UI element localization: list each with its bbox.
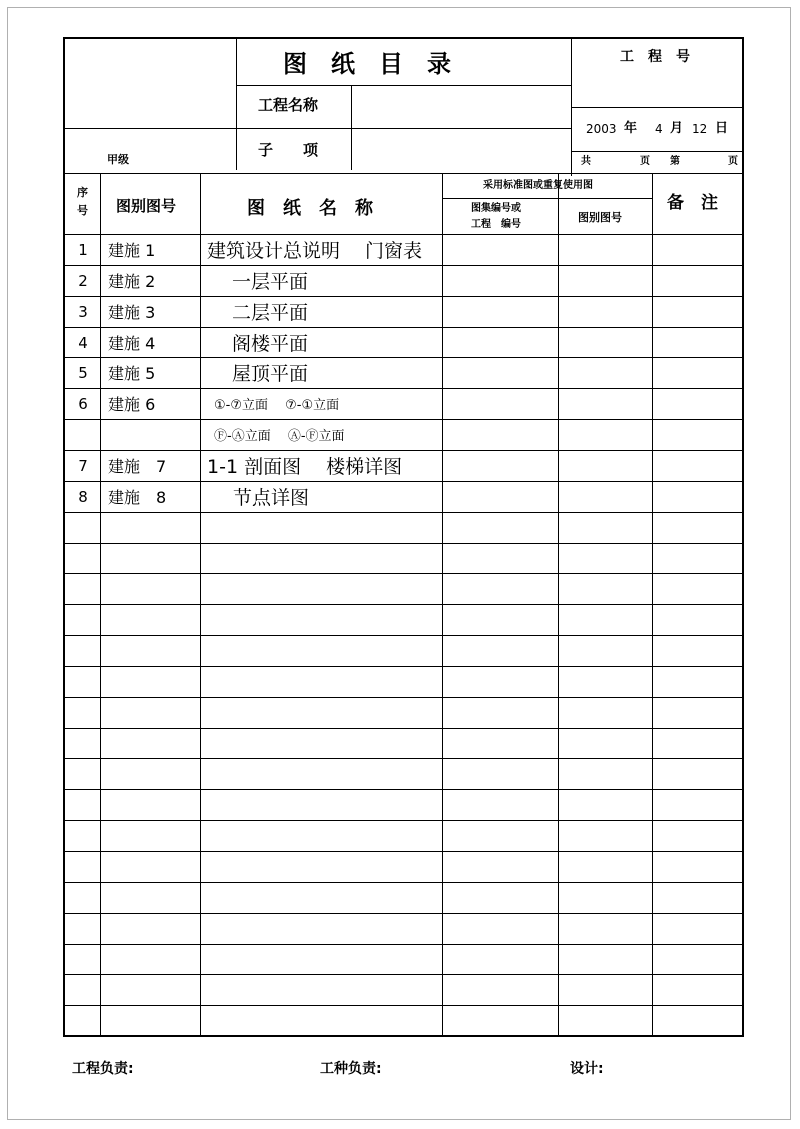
date-year-unit: 年 [624,121,638,136]
row-line [65,697,743,698]
drawing-name-header: 图 纸 名 称 [247,198,373,219]
row-line [65,635,743,636]
sub-item-label: 子 项 [258,141,319,159]
date-month: 4 [655,122,663,136]
row-seq: 8 [78,487,88,506]
row-seq: 2 [78,271,88,290]
row-drawing-no: 建施 5 [108,364,156,383]
header-table-separator [65,173,744,174]
row-line [65,882,743,883]
row-line [65,820,743,821]
remarks-header: 备 注 [667,193,718,213]
project-number-label: 工 程 号 [620,49,690,65]
row-line [65,543,743,544]
atlas-number-header-line1: 图集编号或 [471,203,521,214]
project-lead-label: 工程负责: [72,1061,134,1077]
row-line [65,944,743,945]
total-pages-label: 共 [581,156,591,167]
atlas-number-header-line2: 工程 编号 [471,219,521,230]
date-day: 12 [692,122,708,136]
discipline-lead-label: 工种负责: [320,1061,382,1077]
header-divider [236,85,571,86]
grade-label: 甲级 [107,153,129,166]
row-line [65,573,743,574]
row-line [65,851,743,852]
designer-label: 设计: [570,1061,604,1077]
row-drawing-name: ①-⑦立面 ⑦-①立面 [214,398,340,413]
row-drawing-name: 建筑设计总说明 门窗表 [207,240,423,262]
row-drawing-no: 建施 2 [108,272,156,291]
ref-drawing-number-header: 图别图号 [578,211,622,224]
pages-unit-label: 页 [728,156,738,167]
row-drawing-name: 一层平面 [232,271,309,293]
row-drawing-name: 节点详图 [233,487,310,509]
row-line [65,604,743,605]
row-seq: 1 [78,240,88,259]
drawing-index-sheet [63,37,744,1037]
row-seq [66,419,100,450]
subheader-line [442,198,652,199]
row-line [65,728,743,729]
row-line [65,1005,743,1006]
row-seq: 7 [78,456,88,475]
pages-unit-label: 页 [640,156,650,167]
row-seq: 3 [78,302,88,321]
date-year: 2003 [586,122,617,136]
drawing-no-header: 图别图号 [116,197,177,215]
header-divider [571,151,744,152]
project-name-label: 工程名称 [258,96,319,114]
current-page-label: 第 [670,156,680,167]
row-drawing-name: 屋顶平面 [232,363,309,385]
row-line [65,512,743,513]
row-line [65,758,743,759]
row-seq: 6 [78,394,88,413]
header-divider [571,107,744,108]
row-drawing-no: 建施 6 [108,395,156,414]
date-month-unit: 月 [670,121,684,136]
page-title: 图 纸 目 录 [283,50,451,78]
row-drawing-no [108,419,200,450]
row-drawing-no: 建施 8 [108,488,167,507]
row-seq: 5 [78,363,88,382]
row-drawing-name: 1-1 剖面图 楼梯详图 [207,456,403,478]
date-day-unit: 日 [715,121,729,136]
row-drawing-no: 建施 7 [108,457,167,476]
row-line [65,974,743,975]
row-line [65,666,743,667]
row-line [65,789,743,790]
row-drawing-name: Ⓕ-Ⓐ立面 Ⓐ-Ⓕ立面 [214,429,345,444]
row-drawing-name: 阁楼平面 [232,333,309,355]
header-divider [236,39,237,170]
standard-drawing-header: 采用标准图或重复使用图 [483,180,593,191]
row-drawing-no: 建施 3 [108,303,156,322]
row-seq: 4 [78,333,88,352]
row-drawing-name: 二层平面 [232,302,309,324]
row-drawing-no: 建施 4 [108,334,156,353]
row-line [65,913,743,914]
header-divider [65,128,571,129]
seq-header: 序号 [77,186,88,217]
row-drawing-no: 建施 1 [108,241,156,260]
